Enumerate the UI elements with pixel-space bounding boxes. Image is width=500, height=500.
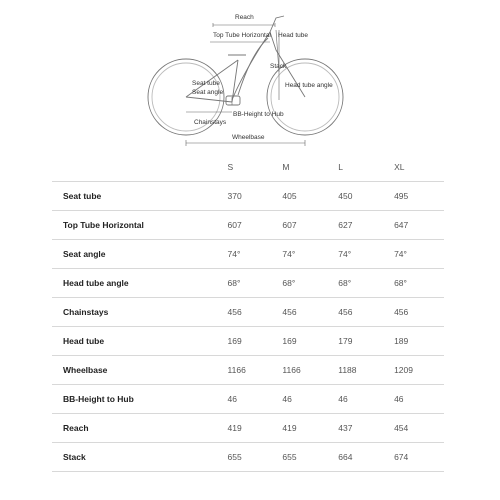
- row-label: Head tube angle: [52, 269, 228, 298]
- cell-value: 1209: [394, 356, 444, 385]
- table-row: [52, 269, 444, 298]
- cell-value: 189: [394, 327, 444, 356]
- cell-value: 179: [338, 327, 394, 356]
- cell-value: 1166: [228, 356, 283, 385]
- cell-value: 664: [338, 443, 394, 472]
- cell-value: 419: [228, 414, 283, 443]
- handlebar: [270, 16, 284, 32]
- cell-value: 1188: [338, 356, 394, 385]
- label-stack: Stack: [270, 63, 287, 70]
- label-wheelbase: Wheelbase: [232, 134, 265, 141]
- row-label: Top Tube Horizontal: [52, 211, 228, 240]
- table-row: [52, 182, 444, 211]
- cell-value: 655: [228, 443, 283, 472]
- cell-value: 495: [394, 182, 444, 211]
- table-row: [52, 414, 444, 443]
- table-row: [52, 240, 444, 269]
- table-body: [52, 182, 444, 472]
- cell-value: 419: [282, 414, 338, 443]
- cell-value: 647: [394, 211, 444, 240]
- frame-top-tube: [238, 38, 268, 95]
- cell-value: 674: [394, 443, 444, 472]
- row-label: Seat tube: [52, 182, 228, 211]
- cell-value: 607: [282, 211, 338, 240]
- row-label: Chainstays: [52, 298, 228, 327]
- cell-value: 74°: [282, 240, 338, 269]
- label-seat-angle: Seat angle: [192, 89, 224, 96]
- table-row: [52, 356, 444, 385]
- header-size-s: S: [228, 152, 283, 182]
- cell-value: 46: [394, 385, 444, 414]
- row-label: Seat angle: [52, 240, 228, 269]
- cell-value: 169: [282, 327, 338, 356]
- cell-value: 68°: [228, 269, 283, 298]
- label-seat-tube: Seat tube: [192, 80, 220, 87]
- row-label: Reach: [52, 414, 228, 443]
- row-label: Stack: [52, 443, 228, 472]
- cell-value: 655: [282, 443, 338, 472]
- header-size-l: L: [338, 152, 394, 182]
- geometry-table: [52, 152, 444, 472]
- cell-value: 169: [228, 327, 283, 356]
- label-top-tube-horizontal: Top Tube Horizontal: [213, 32, 271, 39]
- table-header: [52, 152, 444, 182]
- table-row: [52, 211, 444, 240]
- cell-value: 68°: [282, 269, 338, 298]
- cell-value: 68°: [394, 269, 444, 298]
- cell-value: 456: [338, 298, 394, 327]
- table-row: [52, 443, 444, 472]
- cell-value: 607: [228, 211, 283, 240]
- header-size-m: M: [282, 152, 338, 182]
- row-label: Wheelbase: [52, 356, 228, 385]
- cell-value: 450: [338, 182, 394, 211]
- cell-value: 456: [282, 298, 338, 327]
- cell-value: 46: [282, 385, 338, 414]
- table-row: [52, 298, 444, 327]
- frame-chain-stay: [186, 97, 232, 102]
- cell-value: 46: [228, 385, 283, 414]
- label-head-tube: Head tube: [278, 32, 308, 39]
- cell-value: 456: [394, 298, 444, 327]
- bike-geometry-diagram: [0, 0, 500, 150]
- cell-value: 405: [282, 182, 338, 211]
- label-reach: Reach: [235, 14, 254, 21]
- cell-value: 437: [338, 414, 394, 443]
- row-label: BB-Height to Hub: [52, 385, 228, 414]
- cell-value: 456: [228, 298, 283, 327]
- row-label: Head tube: [52, 327, 228, 356]
- table-header-row: [52, 152, 444, 182]
- cell-value: 74°: [338, 240, 394, 269]
- cell-value: 370: [228, 182, 283, 211]
- cell-value: 74°: [394, 240, 444, 269]
- label-bb-height-to-hub: BB-Height to Hub: [233, 111, 284, 118]
- header-size-xl: XL: [394, 152, 444, 182]
- cell-value: 74°: [228, 240, 283, 269]
- header-empty: [52, 152, 228, 182]
- table-row: [52, 327, 444, 356]
- label-head-tube-angle: Head tube angle: [285, 82, 333, 89]
- cell-value: 454: [394, 414, 444, 443]
- cell-value: 68°: [338, 269, 394, 298]
- label-chainstays: Chainstays: [194, 119, 227, 126]
- table-row: [52, 385, 444, 414]
- cell-value: 627: [338, 211, 394, 240]
- cell-value: 1166: [282, 356, 338, 385]
- cell-value: 46: [338, 385, 394, 414]
